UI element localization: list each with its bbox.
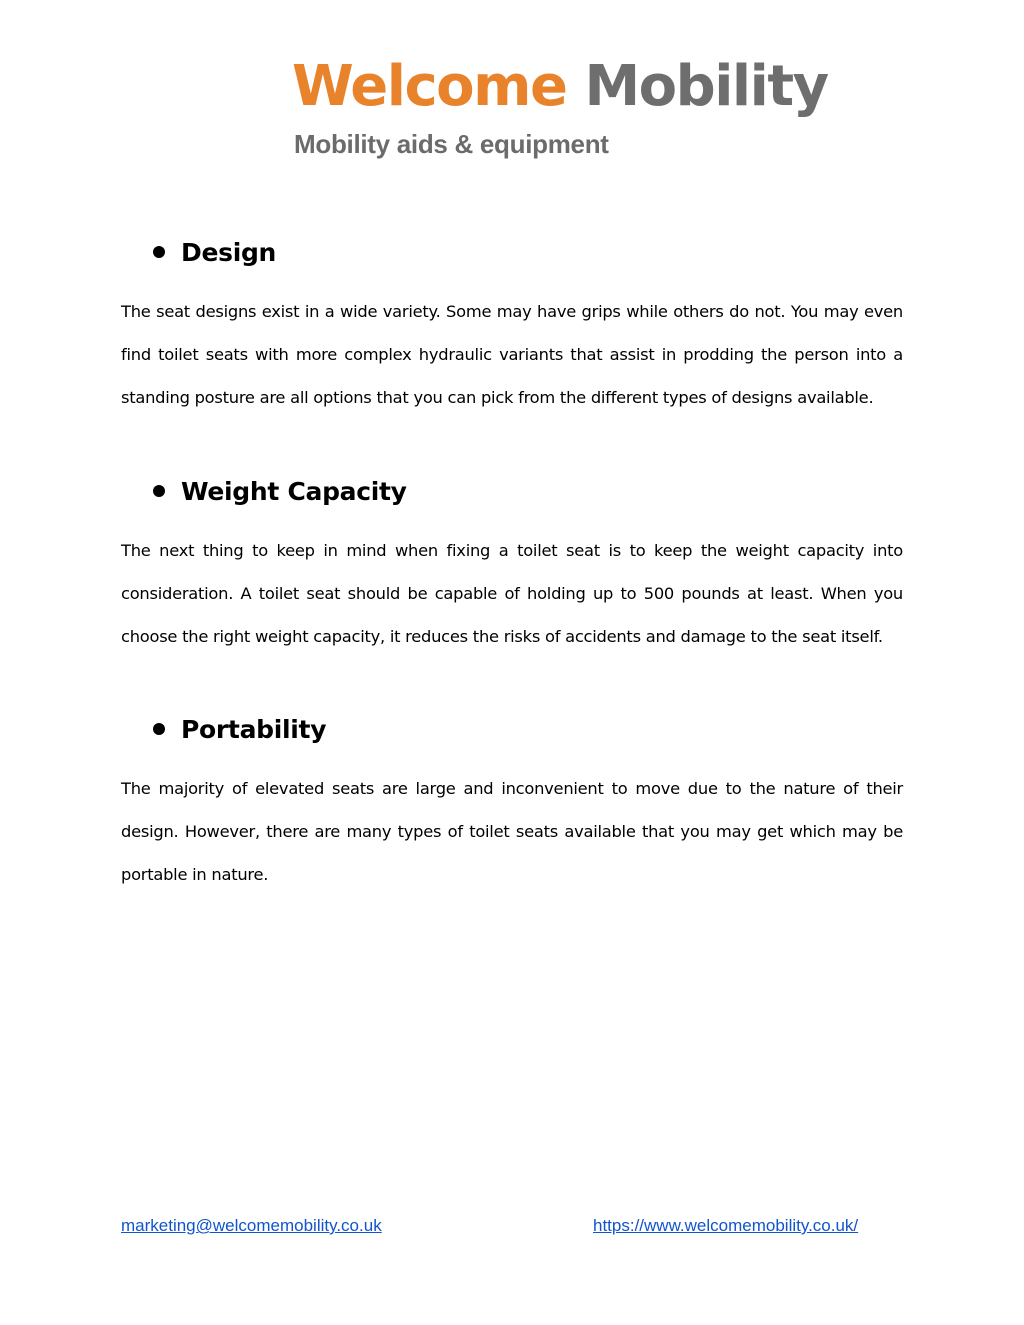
logo-title: [292, 52, 828, 122]
section-paragraph: The next thing to keep in mind when fixing a toilet seat is to keep the weight capacity into consideration. A toilet seat should be capable of holding up to 500 pounds at least. When you choose the right weight capacity, it reduces the risks of accidents and damage to the seat itself.: [121, 541, 903, 646]
section-design: [121, 232, 903, 419]
bullet-icon: [153, 246, 165, 258]
section-heading: [153, 709, 903, 749]
logo-tagline: Mobility aids & equipment: [294, 129, 609, 159]
footer-website-link[interactable]: https://www.welcomemobility.co.uk/: [593, 1216, 859, 1235]
bullet-icon: [153, 485, 165, 497]
section-paragraph: The majority of elevated seats are large and inconvenient to move due to the nature of their design. However, there are many types of toilet seats available that you may get which may be portable in nature.: [121, 779, 903, 884]
bullet-icon: [153, 723, 165, 735]
brand-logo: [292, 52, 828, 160]
section-paragraph: The seat designs exist in a wide variety. Some may have grips while others do not. You may even find toilet seats with more complex hydraulic variants that assist in prodding the person into a standing posture are all options that you can pick from the different types of designs available.: [121, 302, 903, 407]
logo-word-welcome: Welcome: [292, 54, 567, 119]
section-weight-capacity: [121, 471, 903, 658]
section-heading: [153, 232, 903, 272]
section-heading-text: Weight Capacity: [181, 476, 407, 506]
section-heading-text: Portability: [181, 714, 327, 744]
logo-word-mobility: Mobility: [584, 54, 828, 119]
section-portability: [121, 709, 903, 896]
footer-email-link[interactable]: marketing@welcomemobility.co.uk: [121, 1216, 382, 1235]
section-heading: [153, 471, 903, 511]
section-heading-text: Design: [181, 237, 277, 267]
